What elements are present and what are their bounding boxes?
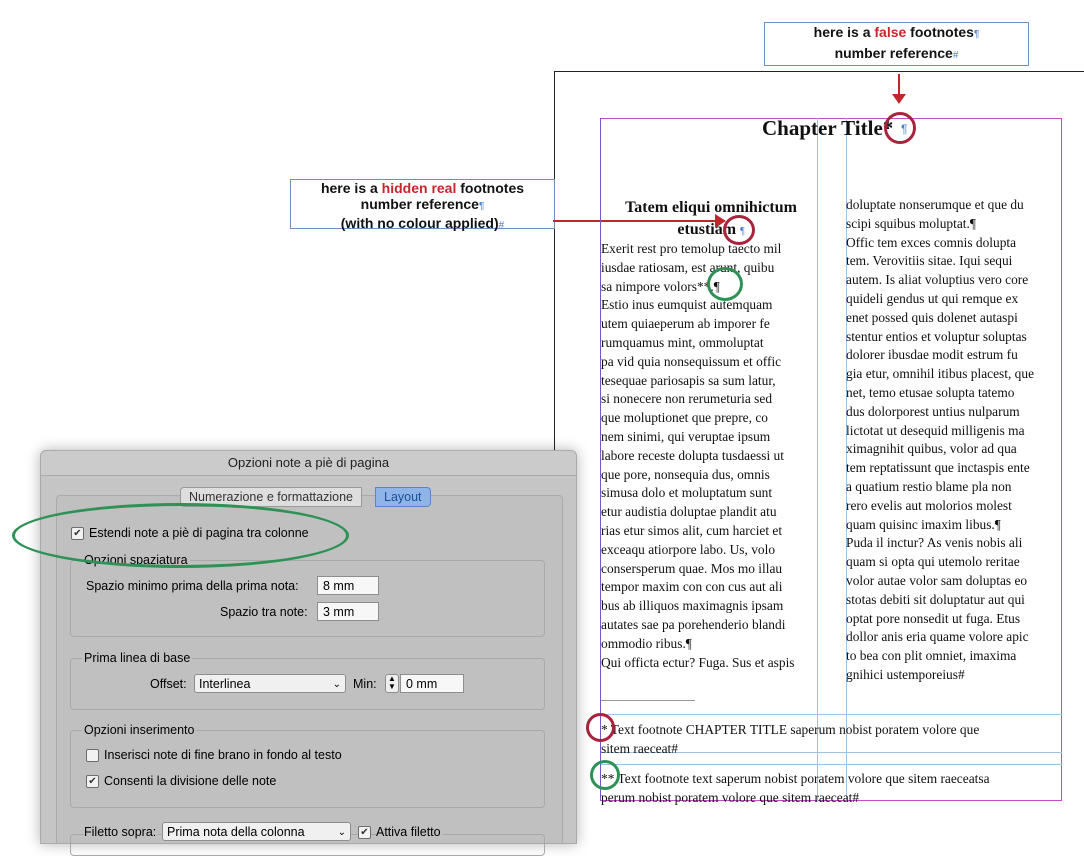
subheading-line: Tatem eliqui omnihictum	[625, 199, 797, 216]
text-line: que moluptionet que prepre, co	[601, 410, 768, 426]
footnote-line: ** Text footnote text saperum nobist poratem volore que sitem raeceatsa	[601, 771, 990, 786]
text-line: net, temo etusae solupta tatemo	[846, 384, 1015, 400]
callout-text: here is a	[813, 24, 875, 40]
arrow-head-down	[892, 94, 906, 104]
footnote-1	[601, 720, 1061, 758]
text-line: iusdae ratiosam, est arunt, quibu	[601, 259, 775, 275]
min-space-label: Spazio minimo prima della prima nota:	[86, 579, 299, 593]
text-line: ximagnihit quibus, volor ad qua	[846, 441, 1017, 457]
text-line: Qui officta ectur? Fuga. Sus et aspis	[601, 654, 795, 670]
text-line: stotas debiti sit doluptatur aut qui	[846, 591, 1025, 607]
text-line: gnihici ustemporeius#	[846, 666, 965, 682]
text-line: que pore, nonsequia dus, omnis	[601, 466, 770, 482]
text-line: lictotat ut desequid milligenis ma	[846, 422, 1025, 438]
text-line: dolorer ibusdae modit estrum fu	[846, 347, 1018, 363]
chapter-title: Chapter Title*	[762, 116, 894, 140]
space-between-label: Spazio tra note:	[220, 605, 308, 619]
text-line: volor autae volor sam doluptas eo	[846, 572, 1028, 588]
pilcrow-mark: ¶	[973, 29, 980, 40]
text-line: sa nimpore volors**.¶	[601, 278, 720, 294]
space-between-input[interactable]: 3 mm	[317, 602, 379, 621]
text-line: nem sinimi, qui veruptae ipsum	[601, 428, 771, 444]
chevron-down-icon: ⌄	[332, 679, 341, 690]
span-columns-checkbox[interactable]: ✔	[71, 527, 84, 540]
pilcrow-mark: ¶	[740, 226, 745, 237]
allow-split-checkbox[interactable]: ✔	[86, 775, 99, 788]
text-line: rumquamus mint, ommoluptat	[601, 334, 764, 350]
offset-label: Offset:	[150, 677, 187, 691]
callout-hidden-reference	[290, 179, 555, 229]
callout-text: number reference	[360, 196, 479, 212]
text-line: utem quiaeperum ab imporer fe	[601, 316, 770, 332]
subheading	[602, 197, 820, 243]
spacing-group-label: Opzioni spaziatura	[84, 553, 188, 567]
offset-select[interactable]	[194, 674, 346, 693]
rule-above-label: Filetto sopra:	[84, 825, 157, 839]
green-circle-marker	[707, 267, 743, 301]
callout-false-reference	[764, 22, 1029, 66]
placement-options-group	[70, 730, 545, 808]
text-line: Offic tem exces comnis dolupta	[846, 234, 1017, 250]
end-of-story-checkbox[interactable]	[86, 749, 99, 762]
text-line: bus ab illiquos maximagnis ipsam	[601, 598, 784, 614]
allow-split-label: Consenti la divisione delle note	[104, 774, 277, 788]
offset-select-value: Interlinea	[199, 677, 251, 691]
tab-layout[interactable]: Layout	[375, 487, 431, 507]
text-line: to bea con plit omniet, imaxima	[846, 648, 1017, 664]
text-line: etur audistia doluptae plandit atu	[601, 504, 777, 520]
text-line: pa vid quia nonsequissum et offic	[601, 353, 782, 369]
text-line: tem reptatissunt que inctaspis ente	[846, 460, 1030, 476]
text-line: labore receste dolupta tusdaessi ut	[601, 447, 784, 463]
pilcrow-mark: ¶	[901, 122, 908, 136]
rule-select-value: Prima nota della colonna	[167, 825, 305, 839]
text-line: ommodio ribus.¶	[601, 635, 692, 651]
footnote-line: sitem raeceat#	[601, 741, 678, 756]
rule-on-label: Attiva filetto	[376, 825, 441, 839]
callout-highlight: hidden real	[381, 180, 457, 196]
text-line: quam si opta qui utemolo reritae	[846, 554, 1020, 570]
end-of-story-label: Inserisci note di fine brano in fondo al testo	[104, 748, 342, 762]
callout-text: (with no colour applied)	[340, 215, 499, 231]
callout-text: footnotes	[906, 24, 974, 40]
arrow-false-ref	[898, 74, 900, 96]
text-line: simusa dolo et moluptatum sunt	[601, 485, 773, 501]
baseline-group-label: Prima linea di base	[84, 651, 191, 665]
text-line: tesequae pariosapis sa sum latur,	[601, 372, 776, 388]
text-line: si nonecere non rerumeturia sed	[601, 391, 773, 407]
text-line: autem. Is aliat voluptius vero core	[846, 272, 1029, 288]
text-line: quam quisinc imaxim libus.¶	[846, 516, 1001, 532]
text-line: scipi squibus moluptat.¶	[846, 215, 976, 231]
text-line: rias etur simos alit, cum harciet et	[601, 522, 783, 538]
rule-on-checkbox[interactable]: ✔	[358, 826, 371, 839]
dialog-title: Opzioni note a piè di pagina	[41, 451, 576, 476]
red-circle-marker	[723, 215, 755, 245]
green-circle-marker	[590, 760, 620, 790]
rule-above-select[interactable]	[162, 822, 351, 841]
placement-group-label: Opzioni inserimento	[84, 723, 195, 737]
min-stepper-icon[interactable]: ▲ ▼	[385, 674, 399, 693]
text-line: Puda il inctur? As venis nobis ali	[846, 535, 1023, 551]
text-line: consersperum quae. Mos mo illau	[601, 560, 783, 576]
min-space-input[interactable]: 8 mm	[317, 576, 379, 595]
text-column-2	[846, 196, 1062, 691]
text-line: a quatium restio blame pla non	[846, 478, 1012, 494]
footnote-2	[601, 769, 1061, 807]
text-line: gia etur, omnihil itibus placest, que	[846, 366, 1035, 382]
green-ellipse-marker	[12, 503, 349, 568]
min-label: Min:	[353, 677, 377, 691]
text-line: tem. Verovitiis sitae. Iqui sequi	[846, 253, 1013, 269]
tab-numbering-formatting[interactable]: Numerazione e formattazione	[180, 487, 362, 507]
end-of-story-mark: #	[498, 220, 505, 231]
text-line: Exerit rest pro temolup taecto mil	[601, 241, 782, 256]
callout-text: footnotes	[456, 180, 525, 196]
spacing-options-group	[70, 560, 545, 637]
text-line: quideli gendus ut qui remque ex	[846, 290, 1019, 306]
span-columns-label: Estendi note a piè di pagina tra colonne	[89, 526, 309, 540]
chevron-down-icon: ⌄	[337, 827, 346, 838]
page-edge-left	[554, 71, 555, 451]
red-circle-marker	[884, 112, 916, 144]
footnote-guide-line	[601, 764, 1062, 765]
red-circle-marker	[586, 713, 615, 742]
text-line: tempor maxim con con cus aut ali	[601, 579, 783, 595]
end-of-story-mark: #	[952, 50, 959, 61]
text-line: dollor anis eria quame volore apic	[846, 629, 1029, 645]
footnote-line: * Text footnote CHAPTER TITLE saperum nobist poratem volore que	[601, 722, 980, 737]
text-line: autates sae pa porehenderio blandi	[601, 616, 786, 632]
text-line: exceaqu atiorpore labo. Us, volo	[601, 541, 776, 557]
text-line: rero evelis aut molorios molest	[846, 497, 1012, 513]
min-input[interactable]: 0 mm	[400, 674, 464, 693]
text-line: Estio inus eumquist autemquam	[601, 297, 773, 313]
text-line: optat pore nonsedit ut fuga. Etus	[846, 610, 1021, 626]
text-line: doluptate nonserumque et que du	[846, 197, 1024, 212]
text-line: enet possed quis dolenet autaspi	[846, 309, 1018, 325]
text-column-1	[601, 240, 817, 675]
text-line: stentur entios et voluptur soluptas	[846, 328, 1027, 344]
footnote-separator-rule	[601, 700, 695, 701]
callout-highlight: false	[874, 24, 907, 40]
footnote-guide-line	[601, 714, 1062, 715]
footnote-line: perum nobist poratem volore que sitem raeceat#	[601, 790, 860, 805]
callout-text: here is a	[320, 180, 382, 196]
callout-text: number reference	[834, 45, 953, 61]
subheading-line: etustiam	[677, 221, 737, 238]
page-edge-top	[554, 71, 1084, 72]
text-line: dus dolorporest untius nulparum	[846, 403, 1020, 419]
pilcrow-mark: ¶	[478, 201, 485, 212]
